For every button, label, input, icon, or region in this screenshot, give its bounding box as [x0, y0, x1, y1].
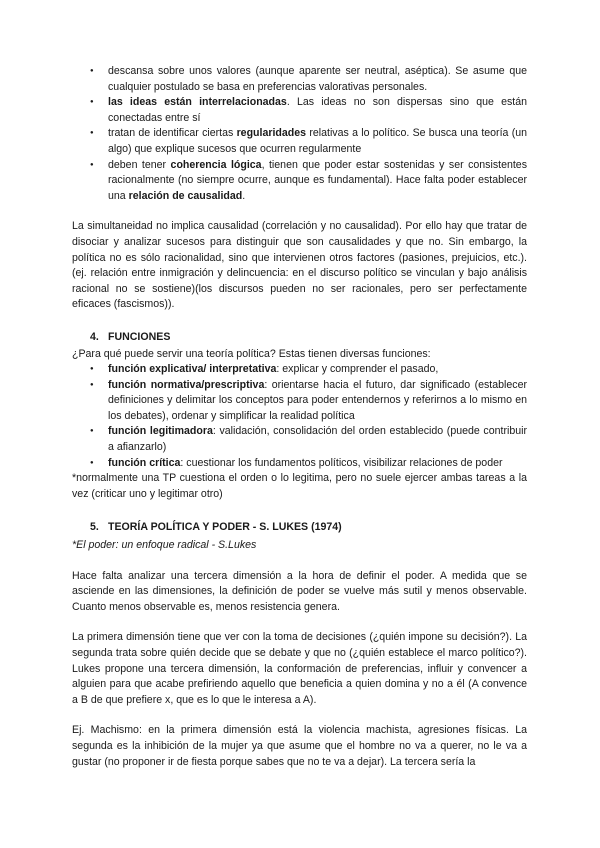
section-title: TEORÍA POLÍTICA Y PODER - S. LUKES (1974): [108, 521, 342, 534]
item-text: : explicar y comprender el pasado,: [276, 363, 439, 376]
item-bold: coherencia lógica: [170, 158, 262, 171]
list-item: [72, 158, 527, 205]
item-text: : validación, consolidación del orden establecido (puede contribuir a afianzarlo): [108, 425, 527, 454]
section-heading-4: [72, 330, 527, 346]
paragraph-example: Ej. Machismo: en la primera dimensión está la violencia machista, agresiones físicas. La segunda es la inhibición de la mujer ya que asume que el hombre no va a querer, no le va a gustar (no proponer ir de fiesta porque sabes que no te va a dejar). La tercera sería la: [72, 724, 527, 768]
section-title: FUNCIONES: [108, 330, 171, 343]
item-text: : orientarse hacia el futuro, dar significado (establecer definiciones y delimitar los conceptos para poder entendernos y referirnos a lo mismo en los debates), ordenar y simplificar la realidad política: [108, 378, 527, 422]
section-heading-5: [72, 520, 527, 536]
item-bold: función explicativa/ interpretativa: [108, 363, 277, 376]
list-item: [72, 456, 527, 472]
item-text: . Las ideas no son dispersas sino que están conectadas entre sí: [108, 96, 527, 124]
section-subtitle: *El poder: un enfoque radical - S.Lukes: [72, 539, 257, 552]
item-bold: regularidades: [236, 127, 307, 140]
item-text: deben tener: [108, 158, 171, 171]
list-item: [72, 126, 527, 157]
item-bold: función normativa/prescriptiva: [108, 378, 265, 391]
list-item: [72, 64, 527, 95]
item-text: tratan de identificar ciertas: [108, 127, 237, 140]
list-item: [72, 378, 527, 425]
section-number: 4.: [90, 330, 99, 343]
functions-list: [72, 362, 527, 471]
item-text: : cuestionar los fundamentos políticos, visibilizar relaciones de poder: [180, 456, 503, 469]
item-bold: función crítica: [108, 456, 181, 469]
item-bold: relación de causalidad: [128, 189, 243, 202]
item-bold: función legitimadora: [108, 425, 213, 438]
item-text: relativas a lo político. Se busca una teoría (un algo) que explique sucesos que ocurren regularmente: [108, 127, 528, 155]
list-item: [72, 362, 527, 378]
item-text: , tienen que poder estar sostenidas y ser consistentes racionalmente (no siempre ocurre, aunque es fundamental). Hace falta poder establecer una: [108, 158, 527, 202]
paragraph-lukes: La primera dimensión tiene que ver con la toma de decisiones (¿quién impone su decisión?). La segunda trata sobre quién decide que se debate y que no (¿quién establece el marco político?). Lukes propone una tercera dimensión, la conformación de preferencias, influir y convencer a alguien para que acabe prefiriendo aquello que beneficia a quien domina y no a él (A convence a B de que prefiere x, que es lo que le interesa a A).: [72, 631, 527, 706]
list-item: [72, 424, 527, 455]
section-number: 5.: [90, 521, 99, 534]
list-item: [72, 95, 527, 126]
properties-list: [72, 64, 527, 204]
section-note: *normalmente una TP cuestiona el orden o lo legitima, pero no suele ejercer ambas tareas a la vez (criticar uno y legitimar otro): [72, 472, 527, 500]
section-intro: ¿Para qué puede servir una teoría política? Estas tienen diversas funciones:: [72, 347, 431, 360]
item-text: .: [242, 189, 246, 202]
paragraph-causality: La simultaneidad no implica causalidad (correlación y no causalidad). Por ello hay que tratar de disociar y analizar sucesos para distinguir que son causalidades y que no. Sin embargo, la política no es sólo racionalidad, sino que intervienen otros factores (pasiones, prejuicios, etc.). (ej. relación entre inmigración y delincuencia: en el discurso político se vinculan y bajo análisis racional no se sostiene)(los discursos pueden no ser racionales, pero ser perfectamente eficaces (fascismos)).: [72, 220, 527, 311]
item-bold: las ideas están interrelacionadas: [108, 96, 287, 109]
document-page: [72, 64, 527, 770]
paragraph-dimensions: Hace falta analizar una tercera dimensión a la hora de definir el poder. A medida que se asciende en las dimensiones, la definición de poder se vuelve más sutil y menos observable. Cuanto menos observable es, menos resistencia genera.: [72, 569, 527, 613]
item-text: descansa sobre unos valores (aunque aparente ser neutral, aséptica). Se asume que cualquier postulado se basa en preferencias valorativas personales.: [108, 65, 527, 93]
